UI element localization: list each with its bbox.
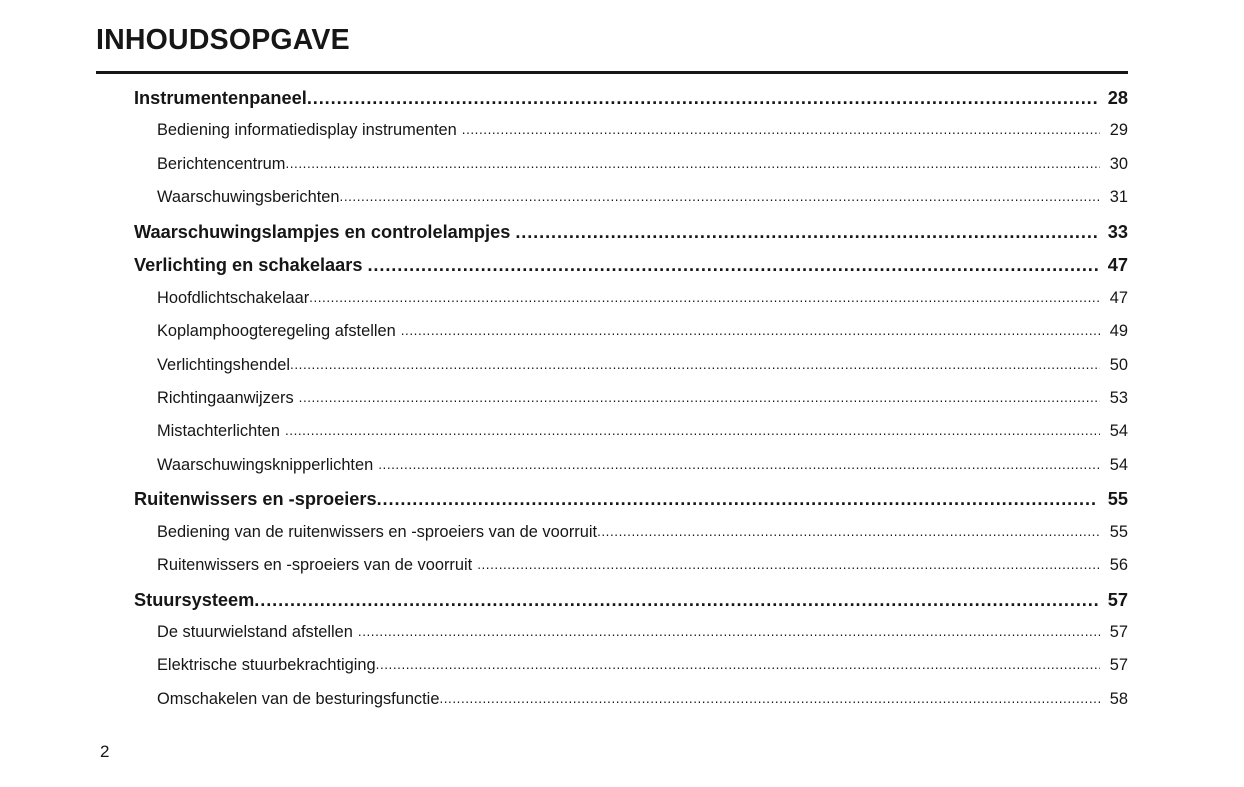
toc-entry[interactable] (96, 489, 1128, 522)
toc-entry-page-number: 33 (1107, 221, 1128, 242)
toc-entry[interactable] (96, 523, 1128, 556)
toc-entry-page-number: 28 (1107, 88, 1128, 108)
toc-entry-label: Waarschuwingsknipperlichten (157, 455, 374, 474)
toc-entry-page-number: 30 (1109, 154, 1128, 173)
toc-entry-label: Berichtencentrum (157, 154, 286, 173)
toc-entry-label: Waarschuwingslampjes en controlelampjes (134, 221, 511, 242)
toc-entry-label: Bediening van de ruitenwissers en -sproeiers van de voorruit (157, 522, 598, 541)
toc-leader-dots (254, 590, 1098, 611)
toc-leader-dots (439, 692, 1100, 707)
toc-entry[interactable] (96, 322, 1128, 355)
toc-entry-label: Waarschuwingsberichten (157, 188, 340, 207)
toc-entry-page-number: 55 (1107, 489, 1128, 510)
toc-entry-page-number: 47 (1109, 288, 1128, 307)
toc-entry-label: Koplamphoogteregeling afstellen (157, 322, 396, 341)
toc-entry-label: Stuursysteem (134, 589, 255, 610)
table-of-contents-list (96, 88, 1128, 723)
toc-entry[interactable] (96, 289, 1128, 322)
toc-leader-dots (462, 123, 1100, 138)
toc-entry[interactable] (96, 623, 1128, 656)
toc-leader-dots (376, 658, 1100, 673)
toc-entry[interactable] (96, 656, 1128, 689)
toc-entry-label: Elektrische stuurbekrachtiging (157, 656, 376, 675)
toc-entry-page-number: 56 (1109, 556, 1128, 575)
toc-entry[interactable] (96, 590, 1128, 623)
toc-entry-label: Mistachterlichten (157, 422, 280, 441)
toc-leader-dots (285, 157, 1100, 172)
toc-entry-label: Bediening informatiedisplay instrumenten (157, 121, 457, 140)
toc-entry-page-number: 54 (1109, 422, 1128, 441)
footer-page-number: 2 (100, 742, 110, 761)
toc-entry[interactable] (96, 422, 1128, 455)
toc-entry[interactable] (96, 222, 1128, 255)
toc-entry[interactable] (96, 188, 1128, 221)
toc-entry-label: Ruitenwissers en -sproeiers van de voorruit (157, 556, 473, 575)
toc-entry-page-number: 49 (1109, 322, 1128, 341)
toc-entry[interactable] (96, 356, 1128, 389)
toc-leader-dots (401, 324, 1100, 339)
toc-entry-label: Omschakelen van de besturingsfunctie (157, 689, 440, 708)
toc-entry-label: De stuurwielstand afstellen (157, 623, 353, 641)
title-divider (96, 71, 1128, 74)
toc-entry-label: Instrumentenpaneel (134, 88, 307, 108)
toc-leader-dots (515, 222, 1098, 243)
toc-entry-page-number: 54 (1109, 455, 1128, 474)
toc-leader-dots (377, 489, 1098, 510)
toc-entry-label: Ruitenwissers en -sproeiers (134, 489, 377, 510)
toc-entry[interactable] (96, 88, 1128, 121)
toc-leader-dots (309, 291, 1100, 306)
toc-entry-page-number: 57 (1109, 656, 1128, 675)
toc-entry-page-number: 58 (1109, 689, 1128, 708)
toc-entry-page-number: 53 (1109, 388, 1128, 407)
page-title: INHOUDSOPGAVE (96, 24, 350, 56)
toc-leader-dots (299, 391, 1100, 406)
toc-entry-page-number: 50 (1109, 355, 1128, 374)
toc-entry-page-number: 57 (1109, 623, 1128, 641)
toc-entry[interactable] (96, 556, 1128, 589)
toc-leader-dots (290, 358, 1100, 373)
toc-leader-dots (597, 525, 1100, 540)
toc-entry[interactable] (96, 255, 1128, 288)
toc-entry[interactable] (96, 155, 1128, 188)
toc-entry[interactable] (96, 389, 1128, 422)
toc-entry-page-number: 47 (1107, 255, 1128, 276)
toc-entry[interactable] (96, 690, 1128, 723)
toc-entry[interactable] (96, 121, 1128, 154)
toc-leader-dots (358, 625, 1100, 640)
toc-entry-page-number: 57 (1107, 589, 1128, 610)
toc-leader-dots (378, 458, 1100, 473)
toc-entry[interactable] (96, 456, 1128, 489)
toc-leader-dots (367, 255, 1098, 276)
toc-leader-dots (340, 190, 1100, 205)
toc-leader-dots (307, 88, 1098, 109)
toc-entry-label: Verlichting en schakelaars (134, 255, 363, 276)
toc-entry-label: Hoofdlichtschakelaar (157, 288, 310, 307)
toc-entry-page-number: 55 (1109, 522, 1128, 541)
toc-leader-dots (477, 558, 1100, 573)
toc-entry-page-number: 31 (1109, 188, 1128, 207)
toc-entry-label: Richtingaanwijzers (157, 388, 294, 407)
toc-entry-label: Verlichtingshendel (157, 355, 291, 374)
toc-leader-dots (285, 424, 1100, 439)
toc-entry-page-number: 29 (1109, 121, 1128, 140)
